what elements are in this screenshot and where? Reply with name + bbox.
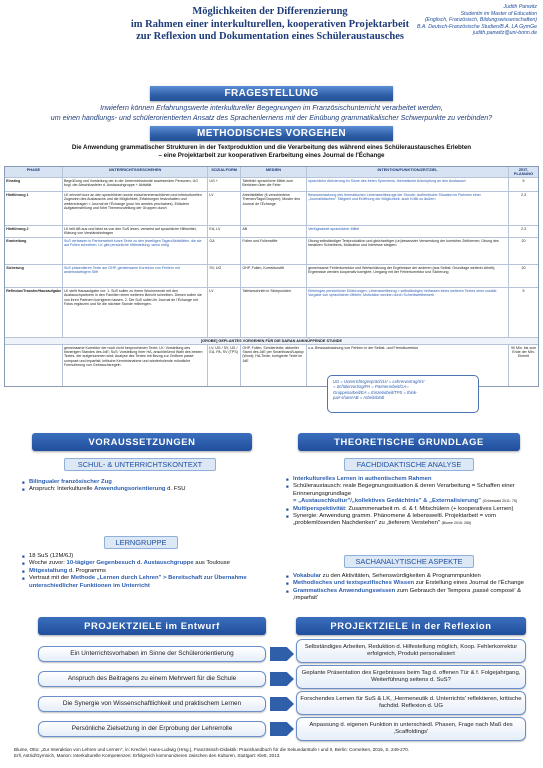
lerngruppe-list	[22, 553, 272, 590]
list-item: ■ Bilingualer französischer Zug	[22, 479, 272, 486]
table-row	[5, 226, 538, 238]
intro-line: Die Anwendung grammatischer Strukturen in der Textproduktion und die Verarbeitung des während eines Schüleraustausches Erlebten	[71, 144, 472, 151]
social-form-cell: EA, LV	[208, 226, 241, 237]
phase-cell: Hinführung 2	[5, 226, 63, 237]
intention-cell: Übung selbständiger Textproduktion und gleichzeitiger (un)bewusster Verwendung der korrekten Zeitformen; Übung des kreativen Schreibens, Motivation und Interesse steigern	[307, 238, 509, 264]
social-form-cell: GA	[208, 238, 241, 264]
phase-cell: Erarbeitung	[5, 238, 63, 264]
sachanalyse-subtitle: SACHANALYTISCHE ASPEKTE	[344, 555, 474, 568]
list-item: ■ Grammatisches Anwendungswissen zum Gebrauch der Tempora ‚passé composé' & ‚imparfait'	[286, 588, 536, 603]
time-cell: 20	[521, 265, 526, 270]
goal-box: Anpassung d. eigenen Funktion in unterschiedl. Phasen, Frage nach Maß des ‚Scaffoldings'	[296, 717, 526, 741]
sachanalyse-list	[286, 573, 536, 603]
table-row	[5, 178, 538, 192]
time-cell: 20	[521, 238, 526, 243]
activity-cell: SuS verfassen in Partnerarbeit kurze Texte zu den jeweiligen Tagen/Aktivitäten, die sie auf Folien schreiben; LK gibt persönliche Hilfestellung, wenn nötig	[63, 238, 208, 264]
media-cell: AB	[241, 226, 307, 237]
column-header: PHASE	[5, 167, 63, 177]
author-email: judith.panwitz@uni-bonn.de	[472, 30, 537, 37]
goal-box: Selbständiges Arbeiten, Reduktion d. Hilfestellung möglich, Koop. Fehlerkorrektur erfolgreich, Produkt personalisiert	[296, 639, 526, 663]
arrow-right-icon	[270, 672, 294, 686]
list-item: ■ Multiperspektivität: Zusammenarbeit m. d. & f. Mitschülern (+ kooperatives Lernen)	[286, 506, 536, 513]
phase-cell: Reflexion/Transfer/Hausaufgabe	[5, 288, 63, 337]
arrow-right-icon	[270, 722, 294, 736]
table-section-row	[5, 338, 538, 345]
media-cell: Folien und Folienstifte	[241, 238, 307, 264]
fragestellung-banner: FRAGESTELLUNG	[150, 86, 393, 101]
references	[14, 747, 534, 759]
intention-cell: Bewusstmachung des thematischen Lebensweltbezugs der Stunde; Authentische Situation im Rahmen einer „Journalistischen" Tätigkeit und Eröffnung der Möglichkeit, auch Kritik zu äußern	[307, 192, 509, 225]
social-form-cell: LV	[208, 192, 241, 225]
author-line: (Englisch, Französisch, Bildungswissenschaften)	[424, 17, 537, 24]
column-header: INTENTION/FUNKTION/ZEITZIEL	[307, 167, 509, 177]
time-cell: 90 Min. bis zum Ende der Min-Einheit	[510, 345, 537, 359]
goal-box: Ein Unterrichtsvorhaben im Sinne der Schülerorientierung	[38, 646, 266, 662]
voraussetzungen-title: VORAUSSETZUNGEN	[32, 433, 252, 451]
column-header: MEDIEN	[241, 167, 307, 177]
lesson-plan-table	[4, 166, 539, 390]
intro-line: – eine Projektarbeit zur kooperativen Erarbeitung eines Journal de l'Échange	[158, 152, 385, 159]
list-item: ■ Methodisches und textspezifisches Wissen zur Erstellung eines Journal de l'Échange	[286, 580, 536, 587]
author-name: Judith Panwitz	[503, 4, 537, 10]
table-row	[5, 265, 538, 288]
table-row	[5, 192, 538, 226]
research-question	[22, 104, 521, 123]
lerngruppe-subtitle: LERNGRUPPE	[104, 536, 178, 549]
next-lesson-heading: [GROBE] GEPLANTES VORGEHEN FÜR DIE DARAN ANKNÜPFENDE STUNDE	[5, 338, 538, 344]
title-line: Möglichkeiten der Differenzierung	[192, 6, 348, 17]
phase-cell: Hinführung 1	[5, 192, 63, 225]
legend-line: Gruppenarbeit/EA = Einzelarbeit/TPS = think-	[333, 389, 418, 395]
media-cell: Tafelanschrieb in Stichpunkten	[241, 288, 307, 337]
activity-cell: SuS präsentieren Texte am OHP, gemeinsame Korrektur von Fehlern mit anderssfarbigem Stift	[63, 265, 208, 287]
media-cell: OHP, Folien, Korrekturstift	[241, 265, 307, 287]
methods-banner: METHODISCHES VORGEHEN	[150, 126, 393, 141]
intention-cell: Verfügbarkeit sprachlicher Mittel	[307, 226, 509, 237]
time-cell: 5	[522, 288, 525, 293]
activity-cell: LK stellt Hausaufgabe vor: 1. SuS sollen zu ihrem Wochenende mit den Austauschpartnern in den Familien einen weiteren Bericht schreiben. Diesen sollen sie von ihren Partnern korrigieren lassen. 2. Die SuS sollen ihr Journal de l'Échange mit Fotos ergänzen und für die nächste Stunde mitbringen.	[63, 288, 208, 337]
column-header: UNTERRICHTSGESCHEHEN	[63, 167, 208, 177]
arrow-right-icon	[270, 647, 294, 661]
social-form-cell: SV, UG	[208, 265, 241, 287]
list-item: ■ 18 SuS (12M/6J)	[22, 553, 272, 560]
title-line: im Rahmen einer interkulturellen, kooperativen Projektarbeit	[130, 18, 410, 30]
list-item: ■ Woche zuvor: 10-tägiger Gegenbesuch d. Austauschgruppe aus Toulouse	[22, 560, 272, 567]
media-cell: OHP, Folien, Schülertexte; aktueller Stand des JdE per Smartboard/Laptop (Word); HA-Texte, korrigierte Texte im JdE	[241, 345, 307, 386]
legend-line: pair-share/AB = Arbeitsblatt	[333, 395, 385, 401]
goal-box: Forschendes Lernen für SuS & LK, ‚Hermeneutik d. Unterrichts' reflektieren, kritische fachdid. Reflexion d. UG	[296, 691, 526, 715]
list-item: ■ Schüleraustausch: reale Begegnungssituation & deren Verarbeitung = Schaffen einer Erinnerungsgrundlage = „Austauschkultur"/„kollektives Gedächtnis" & „Externalisierung" (Grünewald 2011: 75)	[286, 483, 536, 505]
column-header: SOZIALFORM	[208, 167, 241, 177]
intention-cell: Einbringen persönlicher Erfahrungen, Lebensweltbezug > selbständiges Verfassen eines weiteren Textes ohne zusätzl. Vorgabe von sprachlichen Mitteln; Motivation wecken durch Schreibwettbewerb	[307, 288, 509, 337]
list-item: ■ Synergie: Anwendung gramm. Phänomene & lebensweltl. Projektarbeit = vom „problemlösenden Nachdenken" zu „tieferem Verstehen" (Blume 2015: 265)	[286, 513, 536, 528]
time-cell: 5	[522, 178, 525, 183]
phase-cell: Sicherung	[5, 265, 63, 287]
activity-cell: gemeinsame Korrektur der noch nicht besprochenen Texte; LK: Vorstellung des bisherigen Standes des JdE; SuS: Vorstellung ihrer HA, anschließend Wahl des besten Textes, der aufgenommen wird; Analyse des Textes mit Bezug zur Zeitform passé composé und imparfait; kritische Kenntnisnahme und wiederholende mündliche Formulierung von Gebrauchsregeln	[63, 345, 208, 386]
reference-item: Blume, Otto: „Zur Interaktion von Lehren und Lernen", in: Krechel, Hans-Ludwig (Hrsg.), Französisch-Didaktik: Praxishandbuch für die Sekundarstufe I und II, Berlin: Cornelsen, 2015, S. 246-270.	[14, 747, 410, 752]
schulkontext-subtitle: SCHUL- & UNTERRICHTSKONTEXT	[64, 458, 216, 471]
intention-cell: u.a. Bewusstmachung von Fehlern in der Selbst- und Fremdkorrektur	[307, 345, 509, 386]
question-line: um einen handlungs- und schülerorientierten Ansatz des Sprachenlernens mit der Einübung grammatikalischer Schwerpunkte zu verbinden?	[50, 113, 493, 122]
list-item: ■ Mitgestaltung d. Programms	[22, 568, 272, 575]
activity-cell: Begrüßung und Vorstellung der in der Unterrichtsstunde anwesenden Personen, UG bzgl. der Abschlussfeier d. Austauschgruppe + Aktivität	[63, 178, 208, 191]
media-cell: Tafelbild: sprachliche Mittel zum Berichten über die Feier	[241, 178, 307, 191]
table-header-row	[5, 167, 538, 178]
schulkontext-list	[22, 479, 272, 494]
social-form-cell: LV, UG / SV, UG / EA, PA, SV (TPS)	[208, 345, 241, 386]
activity-cell: LK erinnert kurz an den sprachlichen sowie zwischenmenschlichen und interkulturellen Zugewinn des Austauschs und die Möglichkeit, Erfahrungen festzuhalten und weiterzutragen > Journal de l'Échange (pour les années prochaines). Erläutern Aufgabenstellung und führt Themenzuteilung der Gruppen durch	[63, 192, 208, 225]
ziele-entwurf-title: PROJEKTZIELE im Entwurf	[38, 617, 266, 635]
author-info	[367, 4, 537, 37]
list-item: ■ Vokabular zu den Aktivitäten, Sehenswürdigkeiten & Programmpunkten	[286, 573, 536, 580]
time-cell: 2-3	[520, 226, 527, 231]
intention-cell: sprachliche Aktivierung im Sinne des freien Sprechens, thematische Anknüpfung an den Austausch	[307, 178, 509, 191]
list-item: ■ Vertraut mit der Methode „Lernen durch Lehren" > Bereitschaft zur Übernahme unterschiedlicher Funktionen im Unterricht	[22, 575, 272, 590]
table-row	[5, 238, 538, 265]
media-cell: Arbeitsblätter (6 verschiedene Themen/Tags/Gruppen); Muster des Journal de l'Échange	[241, 192, 307, 225]
column-header: ZEIT-PLANUNG	[513, 167, 534, 177]
goal-box: Die Synergie von Wissenschaftlichkeit und praktischem Lernen	[38, 696, 266, 712]
abbreviation-legend	[327, 375, 479, 413]
poster-header	[0, 0, 543, 60]
table-row	[5, 288, 538, 338]
legend-line: UG = Unterrichtsgespräch/LV = Lehrervortrag/SV	[333, 379, 425, 384]
author-line: Studentin im Master of Education	[460, 10, 537, 17]
list-item: ■ Interkulturelles Lernen in authentischem Rahmen	[286, 476, 536, 483]
social-form-cell: UG +	[208, 178, 241, 191]
legend-line: = Schülervortrag/PA = Partnerarbeit/GA=	[333, 384, 409, 390]
grundlage-title: THEORETISCHE GRUNDLAGE	[298, 433, 520, 451]
activity-cell: LK teilt AB aus und lässt es von den SuS lesen, verweist auf sprachliche Hilfsmittel, Klärung von Verständnisfragen	[63, 226, 208, 237]
goal-box: Geplante Präsentation des Ergebnisses beim Tag d. offenen Tür & f. Folgejahrgang, Weiterführung seitens d. SuS?	[296, 665, 526, 689]
title-line: zur Reflexion und Dokumentation eines Schüleraustausches	[136, 31, 404, 42]
arrow-right-icon	[270, 697, 294, 711]
intention-cell: gemeinsame Fehlerkorrektur und Wertschätzung der Ergebnisse der anderen (aus Selbst: Grundlage weiterer Arbeit); Ergebnisse werden kooperativ korrigiert, Umgang mit der Fehlerkorrektur und Sicherung	[307, 265, 509, 287]
reference-item: Erll, Astrid/Gymnich, Marion: Interkulturelle Kompetenzen: Erfolgreich kommunizieren zwischen den Kulturen, Stuttgart: Klett, 2013.	[14, 753, 281, 758]
methods-intro	[16, 144, 527, 160]
author-line: B.A. Deutsch-Französische Studien/B.A. LA GymGe	[416, 23, 537, 30]
goal-box: Anspruch des Beitragens zu einem Mehrwert für die Schule	[38, 671, 266, 687]
goal-box: Persönliche Zielsetzung in der Erprobung der Lehrerrolle	[38, 721, 266, 737]
phase-cell	[5, 345, 63, 386]
time-cell: 2-3	[520, 192, 527, 197]
list-item: ■ Anspruch: Interkulturelle Anwendungsorientierung d. FSU	[22, 486, 272, 493]
fachdidaktik-list	[286, 476, 536, 528]
phase-cell: Einstieg	[5, 178, 63, 191]
question-line: Inwiefern können Erfahrungswerte interkultureller Begegnungen im Französischunterricht verarbeitet werden,	[100, 104, 443, 112]
social-form-cell: LV	[208, 288, 241, 337]
ziele-reflexion-title: PROJEKTZIELE in der Reflexion	[296, 617, 526, 635]
fachdidaktik-subtitle: FACHDIDAKTISCHE ANALYSE	[344, 458, 474, 471]
